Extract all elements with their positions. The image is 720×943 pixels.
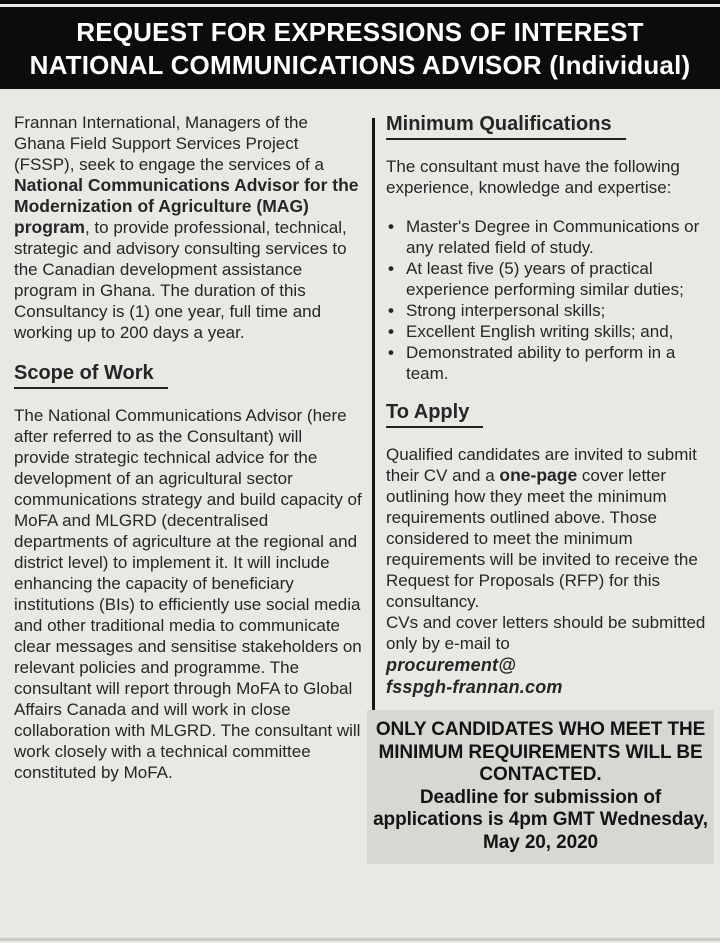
qualification-item <box>386 258 716 300</box>
intro-text-pre: Frannan International, Managers of the Ghana Field Support Services Project (FSSP), seek to engage the services of a <box>14 113 324 174</box>
right-column <box>373 112 716 864</box>
header-banner <box>0 7 720 89</box>
scope-of-work-paragraph: The National Communications Advisor (here after referred to as the Consultant) will provide strategic technical advice for the development of an agricultural sector communications strategy and build capacity of MoFA and MLGRD (decentralised departments of agriculture at the regional and district level) to implement it. It will include enhancing the capacity of beneficiary institutions (BIs) to efficiently use social media and other traditional media to communicate clear messages and sensitise stakeholders on relevant policies and programme. The consultant will report through MoFA to Global Affairs Canada and will work in close collaboration with MLGRD. The consultant will work closely with a technical committee constituted by MoFA. <box>14 406 362 782</box>
scope-of-work-heading: Scope of Work <box>14 361 362 389</box>
left-column <box>14 112 362 783</box>
apply-text-bold: one-page <box>499 465 578 485</box>
email-address-line-2: fsspgh-frannan.com <box>386 677 563 697</box>
bullet-icon: • <box>388 301 394 320</box>
column-divider <box>372 118 375 748</box>
qualifications-list <box>386 216 716 384</box>
bullet-icon: • <box>388 217 394 236</box>
qualification-item <box>386 216 716 258</box>
banner-title-line-2: NATIONAL COMMUNICATIONS ADVISOR (Individual) <box>29 49 691 80</box>
qualification-item-text: Demonstrated ability to perform in a team. <box>406 343 676 383</box>
qualification-item <box>386 300 716 321</box>
apply-text-pre: Qualified candidates are invited to submit their CV and a <box>386 445 697 485</box>
banner-title-line-1: REQUEST FOR EXPRESSIONS OF INTEREST <box>76 16 644 47</box>
cv-submission-line: CVs and cover letters should be submitted only by e-mail to <box>386 613 706 653</box>
intro-text-post: , to provide professional, technical, strategic and advisory consulting services to the Canadian development assistance program in Ghana. The duration of this Consultancy is (1) one year, full time and working up to 200 days a year. <box>14 218 347 342</box>
top-rule <box>0 0 720 4</box>
notice-box <box>367 710 714 864</box>
qualification-item-text: Master's Degree in Communications or any related field of study. <box>406 217 700 257</box>
bullet-icon: • <box>388 322 394 341</box>
bottom-rule <box>0 938 720 941</box>
intro-text-bold: National Communications Advisor for the Modernization of Agriculture (MAG) program <box>14 175 359 237</box>
qualification-item <box>386 342 716 384</box>
apply-paragraph <box>386 444 716 612</box>
notice-deadline-text: Deadline for submission of applications is 4pm GMT Wednesday, May 20, 2020 <box>373 786 708 853</box>
qualification-item-text: At least five (5) years of practical experience performing similar duties; <box>406 259 684 299</box>
qualifications-intro: The consultant must have the following experience, knowledge and expertise: <box>386 157 680 197</box>
minimum-qualifications-heading: Minimum Qualifications <box>386 112 716 140</box>
bullet-icon: • <box>388 259 394 278</box>
qualification-item-text: Strong interpersonal skills; <box>406 301 606 320</box>
bullet-icon: • <box>388 343 394 362</box>
to-apply-heading: To Apply <box>386 400 716 428</box>
qualification-item <box>386 321 716 342</box>
email-address-line-1: procurement@ <box>386 655 516 675</box>
qualification-item-text: Excellent English writing skills; and, <box>406 322 674 341</box>
apply-text-post: cover letter outlining how they meet the minimum requirements outlined above. Those considered to meet the minimum requirements will be invited to receive the Request for Proposals (RFP) for this consultancy. <box>386 466 698 611</box>
notice-contacted-text: ONLY CANDIDATES WHO MEET THE MINIMUM REQUIREMENTS WILL BE CONTACTED. <box>375 719 706 785</box>
intro-paragraph <box>14 112 362 343</box>
